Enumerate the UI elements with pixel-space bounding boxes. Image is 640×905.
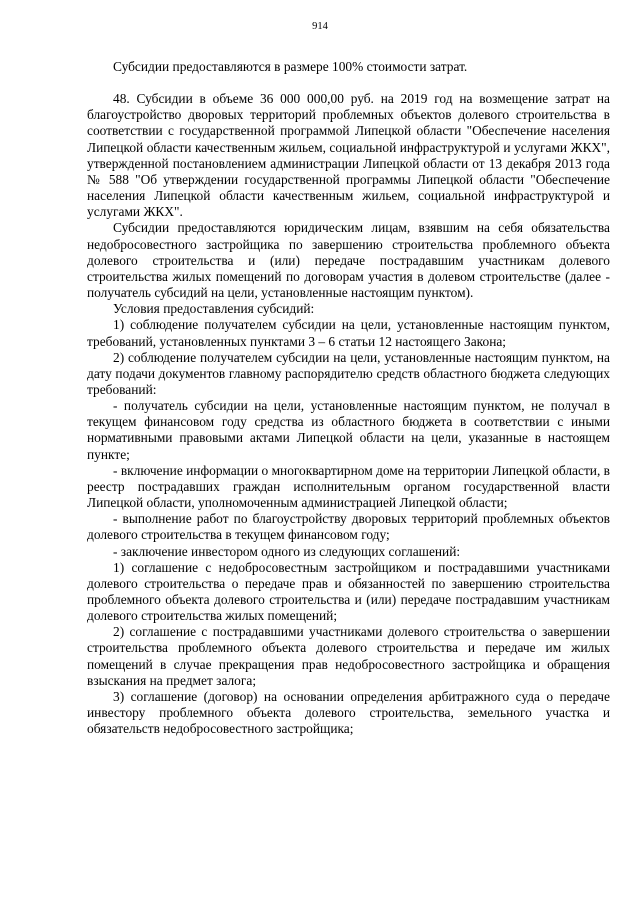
paragraph-condition-1: 1) соблюдение получателем субсидии на цели, установленные настоящим пунктом, требований, установленных пунктами 3 – 6 статьи 12 настоящего Закона; bbox=[87, 317, 610, 349]
paragraph-requirement-works: - выполнение работ по благоустройству дворовых территорий проблемных объектов долевого строительства в текущем финансовом году; bbox=[87, 511, 610, 543]
paragraph-subsidy-size: Субсидии предоставляются в размере 100% стоимости затрат. bbox=[113, 59, 468, 74]
paragraph-agreement-3: 3) соглашение (договор) на основании определения арбитражного суда о передаче инвестору проблемного объекта долевого строительства, земельного участка и обязательств недобросовестного застройщика; bbox=[87, 688, 610, 737]
paragraph-agreement-1: 1) соглашение с недобросовестным застройщиком и пострадавшими участниками долевого строительства о передаче прав и обязанностей по завершению строительства проблемного объекта долевого строительства и (или) передаче пострадавшим участникам долевого строительства жилых помещений; bbox=[87, 559, 610, 624]
paragraph-agreement-2: 2) соглашение с пострадавшими участниками долевого строительства о завершении строительства проблемного объекта долевого строительства и передаче им жилых помещений в случае прекращения прав недобросовестного застройщика и обращения взыскания на предмет залога; bbox=[87, 624, 610, 688]
paragraph-recipients: Субсидии предоставляются юридическим лицам, взявшим на себя обязательства недобросовестного застройщика по завершению строительства проблемного объекта долевого строительства и (или) передаче пострадавшим участникам долевого строительства жилых помещений по договорам участия в долевом строительстве (далее - получатель субсидий на цели, установленные настоящим пунктом). bbox=[87, 220, 610, 301]
paragraph-requirement-agreement: - заключение инвестором одного из следующих соглашений: bbox=[113, 543, 461, 559]
paragraph-item-48: 48. Субсидии в объеме 36 000 000,00 руб. на 2019 год на возмещение затрат на благоустройство дворовых территорий проблемных объектов долевого строительства в соответствии с государственной программой Липецкой области "Обеспечение населения Липецкой области качественным жильем, социальной инфраструктурой и услугами ЖКХ", утвержденной постановлением администрации Липецкой области от 13 декабря 2013 года № 588 "Об утверждении государственной программы Липецкой области "Обеспечение населения Липецкой области качественным жильем, социальной инфраструктурой и услугами ЖКХ". bbox=[87, 91, 610, 220]
paragraph-requirement-registry: - включение информации о многоквартирном доме на территории Липецкой области, в реестр пострадавших граждан исполнительным органом государственной власти Липецкой области, уполномоченным администрацией Липецкой области; bbox=[87, 462, 610, 511]
paragraph-conditions-heading: Условия предоставления субсидий: bbox=[113, 301, 315, 317]
page-number: 914 bbox=[312, 21, 328, 32]
paragraph-condition-2: 2) соблюдение получателем субсидии на цели, установленные настоящим пунктом, на дату подачи документов главному распорядителю средств областного бюджета следующих требований: bbox=[87, 349, 610, 397]
document-body bbox=[87, 59, 610, 737]
paragraph-requirement-no-funds: - получатель субсидии на цели, установленные настоящим пунктом, не получал в текущем финансовом году средства из областного бюджета в соответствии с иными нормативными правовыми актами Липецкой области на цели, указанные в настоящем пункте; bbox=[87, 398, 610, 462]
